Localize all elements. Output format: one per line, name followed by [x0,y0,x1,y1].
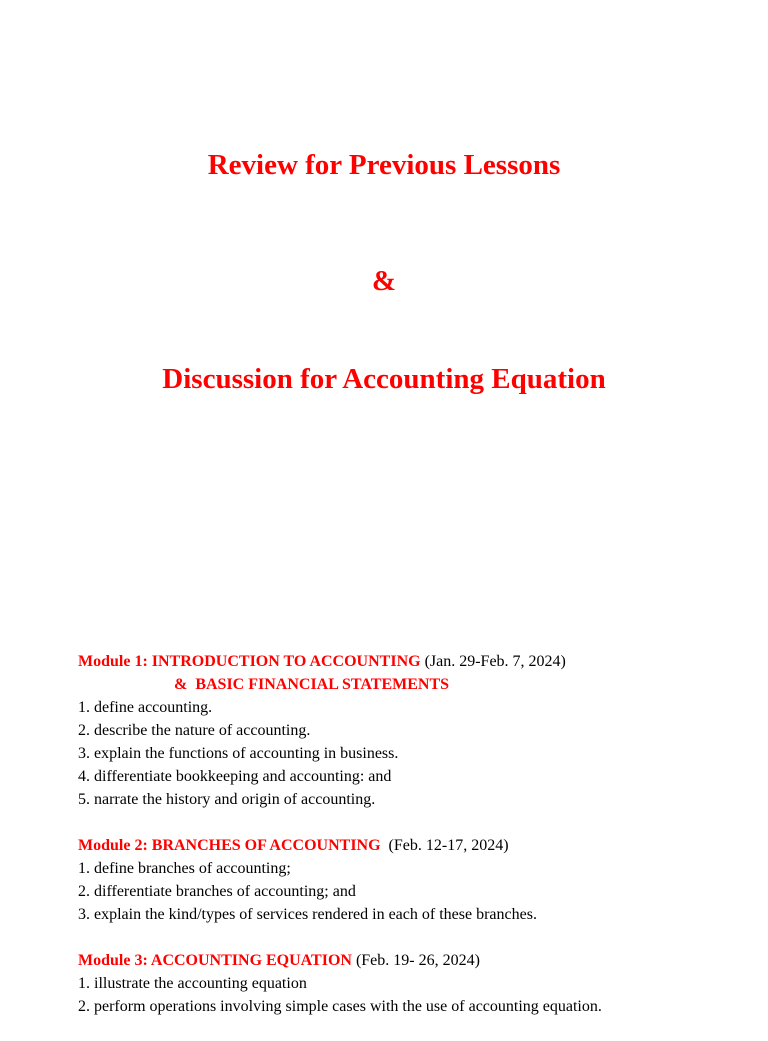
objective-item: 3. explain the functions of accounting in business. [78,745,399,762]
objective-item: 2. describe the nature of accounting. [78,722,311,739]
page-subtitle: Discussion for Accounting Equation [162,363,606,395]
objective-item: 4. differentiate bookkeeping and accounting: and [78,768,392,785]
module-dates: (Feb. 12-17, 2024) [388,837,509,854]
module-dates: (Jan. 29-Feb. 7, 2024) [424,653,566,670]
module-2 [78,834,758,926]
objective-item: 2. differentiate branches of accounting; and [78,883,356,900]
module-title: Module 3: ACCOUNTING EQUATION [78,952,352,969]
objective-item: 2. perform operations involving simple cases with the use of accounting equation. [78,998,602,1015]
title-ampersand: & [371,265,397,297]
module-1 [78,650,758,811]
module-title: Module 2: BRANCHES OF ACCOUNTING [78,837,381,854]
objective-item: 1. define accounting. [78,699,213,716]
module-heading [78,834,758,857]
objectives-list [78,972,758,1018]
module-heading [78,650,758,673]
module-heading [78,949,758,972]
objectives-list [78,857,758,926]
module-3 [78,949,758,1018]
module-dates: (Feb. 19- 26, 2024) [355,952,480,969]
objective-item: 1. define branches of accounting; [78,860,291,877]
objective-item: 3. explain the kind/types of services rendered in each of these branches. [78,906,537,923]
objective-item: 5. narrate the history and origin of accounting. [78,791,376,808]
module-subtitle: & BASIC FINANCIAL STATEMENTS [174,676,450,693]
objective-item: 1. illustrate the accounting equation [78,975,307,992]
page-title: Review for Previous Lessons [207,149,561,181]
objectives-list [78,696,758,811]
modules-list [78,650,758,1041]
module-title: Module 1: INTRODUCTION TO ACCOUNTING [78,653,421,670]
